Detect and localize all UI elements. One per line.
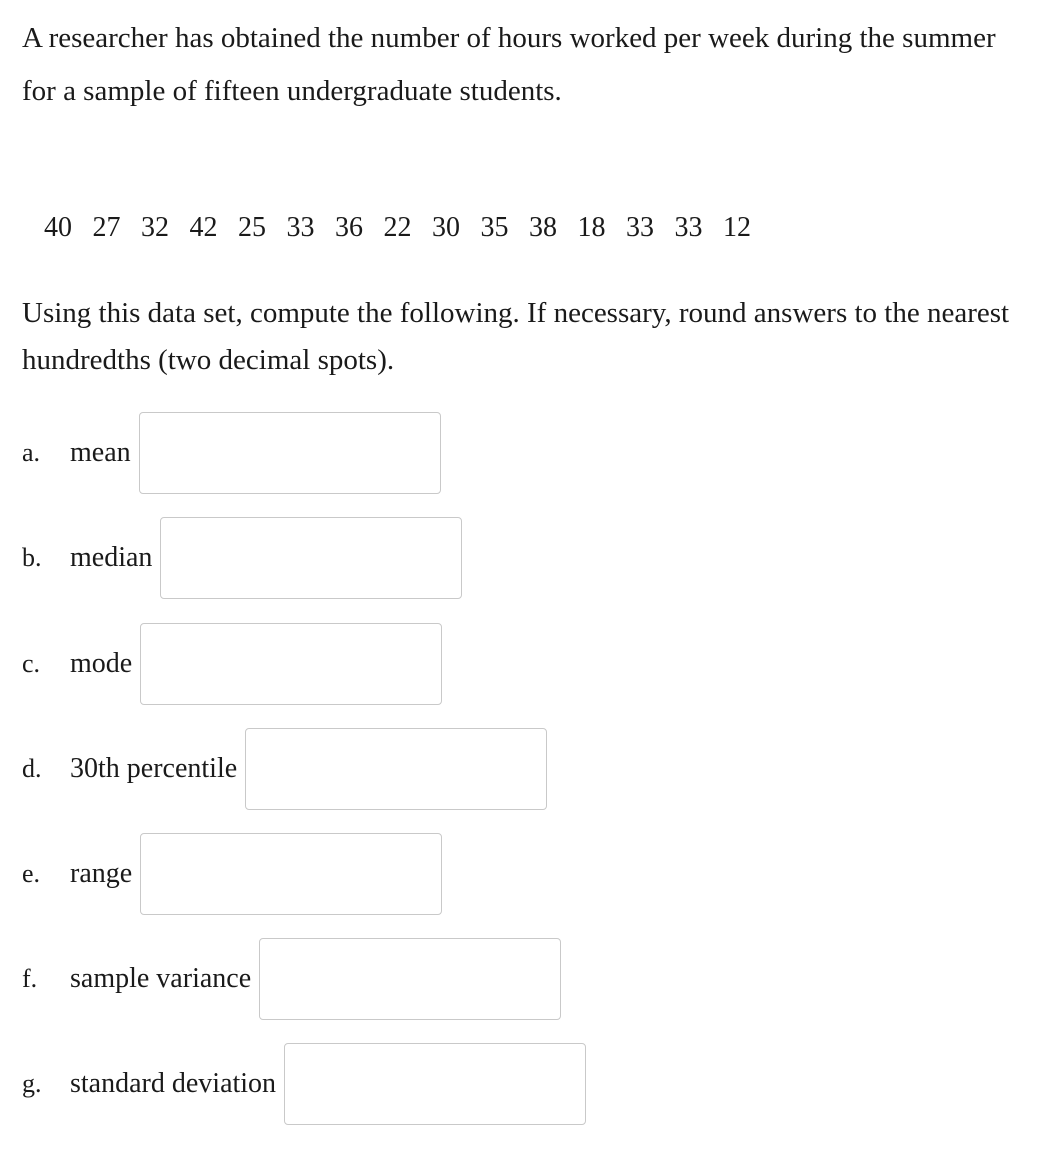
range-input[interactable] [140, 833, 442, 915]
median-input[interactable] [160, 517, 462, 599]
question-standard-deviation [22, 1043, 586, 1125]
question-mean [22, 412, 441, 494]
question-range [22, 833, 442, 915]
data-value: 38 [529, 212, 557, 243]
sample-variance-input[interactable] [259, 938, 561, 1020]
data-set [44, 208, 772, 248]
data-value: 30 [432, 212, 460, 243]
question-mode [22, 623, 442, 705]
question-letter: d. [22, 754, 42, 783]
data-value: 25 [238, 212, 266, 243]
question-label: median [70, 542, 153, 573]
data-value: 18 [577, 212, 606, 243]
problem-intro: A researcher has obtained the number of hours worked per week during the summer for a sample of fifteen undergraduate students. [22, 22, 996, 107]
question-label: sample variance [70, 963, 252, 994]
question-label: standard deviation [70, 1068, 277, 1099]
question-median [22, 517, 462, 599]
question-label: mean [70, 437, 131, 468]
data-value: 27 [92, 212, 121, 243]
data-value: 33 [626, 212, 654, 243]
question-letter: a. [22, 438, 41, 467]
question-letter: g. [22, 1069, 42, 1098]
data-value: 22 [383, 212, 412, 243]
mean-input[interactable] [139, 412, 441, 494]
question-letter: f. [22, 964, 38, 993]
data-value: 40 [44, 212, 72, 243]
question-label: range [70, 858, 133, 889]
standard-deviation-input[interactable] [284, 1043, 586, 1125]
data-value: 32 [141, 212, 169, 243]
question-percentile [22, 728, 547, 810]
data-value: 42 [189, 212, 218, 243]
data-value: 35 [480, 212, 509, 243]
data-value: 36 [335, 212, 363, 243]
question-sample-variance [22, 938, 561, 1020]
data-value: 12 [723, 212, 751, 243]
question-label: mode [70, 648, 133, 679]
percentile-input[interactable] [245, 728, 547, 810]
instructions: Using this data set, compute the following. If necessary, round answers to the nearest hundredths (two decimal spots). [22, 297, 1010, 376]
data-value: 33 [286, 212, 315, 243]
mode-input[interactable] [140, 623, 442, 705]
question-letter: e. [22, 859, 41, 888]
question-letter: c. [22, 649, 41, 678]
question-letter: b. [22, 543, 42, 572]
data-value: 33 [674, 212, 703, 243]
question-label: 30th percentile [70, 753, 238, 784]
